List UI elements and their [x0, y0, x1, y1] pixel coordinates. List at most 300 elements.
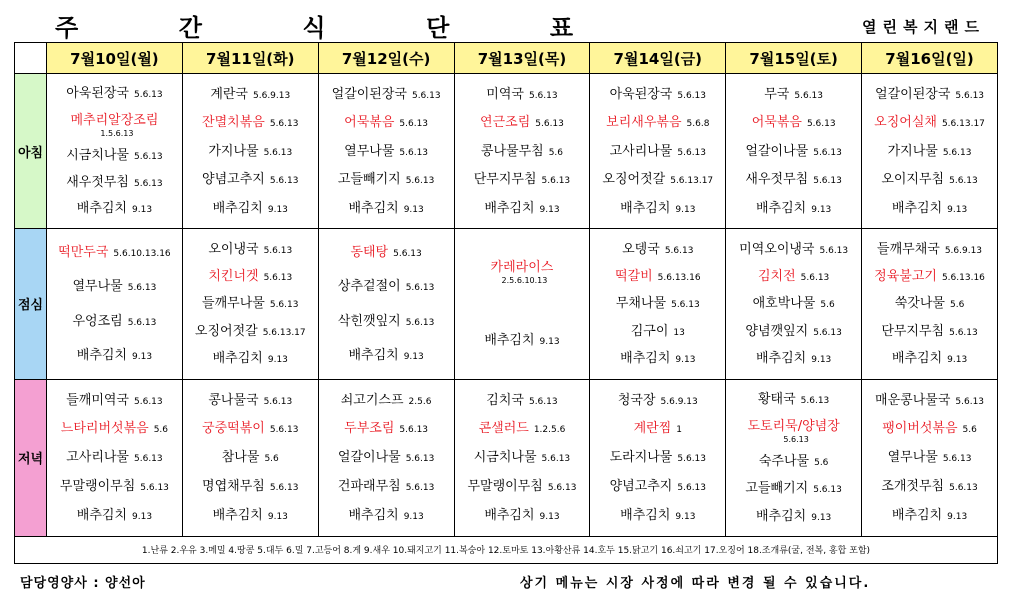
allergy-codes: 5.6.13	[955, 396, 985, 407]
menu-item	[728, 507, 859, 526]
allergy-codes: 5.6.13	[800, 395, 830, 406]
allergy-codes: 5.6.13	[127, 283, 157, 294]
dish-name: 배추김치	[348, 347, 399, 363]
menu-item	[49, 346, 180, 365]
allergy-codes: 5.6	[548, 147, 564, 158]
menu-item	[49, 173, 180, 192]
menu-item	[49, 448, 180, 467]
menu-item-list	[862, 380, 997, 536]
dish-name: 고사리나물	[609, 143, 673, 159]
menu-item	[864, 506, 995, 525]
menu-item-list	[183, 380, 318, 536]
allergy-legend: 1.난류 2.우유 3.메밀 4.땅콩 5.대두 6.밀 7.고등어 8.게 9.새우 10.돼지고기 11.복숭아 12.토마토 13.아황산류 14.호두 15.닭고기 16.쇠고기 17.오징어 18.조개류(굴, 전복, 홍합 포함)	[15, 536, 998, 563]
dish-name: 가지나물	[208, 143, 259, 159]
dish-name: 새우젓무침	[745, 172, 809, 188]
allergy-codes: 9.13	[132, 351, 153, 362]
menu-item	[864, 349, 995, 368]
dish-name: 배추김치	[891, 351, 943, 367]
dish-name: 도토리묵/양념장	[747, 418, 840, 434]
menu-item-list	[319, 380, 454, 536]
allergy-codes: 5.6.13	[664, 245, 694, 256]
allergy-codes: 5.6.13	[942, 147, 972, 158]
menu-item-list	[319, 74, 454, 228]
dish-name: 쇠고기스프	[340, 392, 404, 408]
menu-item-list	[726, 380, 861, 536]
allergy-codes: 2.5.6.10.13	[501, 276, 548, 286]
menu-item	[728, 170, 859, 189]
allergy-codes: 5.6.13	[541, 176, 571, 187]
menu-item	[592, 448, 723, 467]
allergy-codes: 9.13	[675, 511, 696, 522]
menu-item	[321, 113, 452, 132]
menu-cell	[862, 229, 998, 379]
allergy-codes: 1	[676, 425, 682, 436]
allergy-codes: 9.13	[403, 204, 424, 215]
dish-name: 동태탕	[350, 244, 389, 260]
menu-item	[728, 113, 859, 132]
menu-item	[49, 391, 180, 410]
menu-cell	[318, 229, 454, 379]
menu-item	[321, 419, 452, 438]
menu-item	[49, 477, 180, 496]
dish-name: 떡만두국	[58, 244, 109, 260]
menu-item	[864, 267, 995, 286]
allergy-codes: 5.6.13	[269, 300, 299, 311]
menu-item-list	[47, 229, 182, 378]
day-header: 7월15일(토)	[726, 43, 862, 74]
allergy-codes: 5.6.13.16	[941, 272, 985, 283]
menu-item	[457, 142, 588, 161]
menu-item	[457, 477, 588, 496]
menu-item	[457, 331, 588, 350]
menu-item	[457, 506, 588, 525]
menu-item	[321, 477, 452, 496]
allergy-legend-row	[15, 536, 998, 563]
menu-cell	[726, 379, 862, 536]
dish-name: 김치전	[757, 268, 796, 284]
dish-name: 참나물	[221, 450, 260, 466]
dish-name: 계란찜	[633, 421, 672, 437]
allergy-codes: 5.6.13.17	[941, 119, 985, 130]
menu-item-list	[455, 229, 590, 378]
menu-item	[592, 477, 723, 496]
allergy-codes: 9.13	[947, 355, 968, 366]
menu-item	[185, 113, 316, 132]
allergy-codes: 5.6.13	[263, 272, 293, 283]
allergy-codes: 9.13	[811, 512, 832, 523]
page-title	[55, 8, 575, 42]
allergy-codes: 5.6.13	[541, 454, 571, 465]
menu-item-list	[590, 229, 725, 378]
menu-item	[321, 346, 452, 365]
dish-name: 얼갈이된장국	[331, 86, 407, 102]
dish-name: 배추김치	[348, 200, 399, 216]
menu-item	[728, 479, 859, 498]
menu-item	[49, 111, 180, 138]
dish-name: 들깨무나물	[202, 296, 265, 312]
allergy-codes: 5.6.13	[393, 248, 422, 259]
allergy-codes: 13	[673, 327, 685, 338]
menu-item	[728, 199, 859, 218]
dish-name: 배추김치	[620, 507, 671, 523]
menu-item-list	[726, 229, 861, 378]
menu-cell	[47, 379, 183, 536]
dish-name: 열무나물	[72, 279, 123, 295]
title-char: 단	[426, 13, 452, 42]
allergy-codes: 5.6.13	[134, 89, 163, 100]
menu-item	[185, 349, 316, 368]
allergy-codes: 9.13	[811, 355, 832, 366]
allergy-codes: 5.6.13	[405, 283, 435, 294]
dish-name: 정육불고기	[874, 268, 937, 284]
menu-item	[49, 506, 180, 525]
menu-item	[321, 312, 452, 331]
menu-item	[728, 142, 859, 161]
dish-name: 양념깻잎지	[745, 323, 809, 339]
dish-name: 새우젓무침	[66, 174, 129, 190]
meal-label: 점심	[15, 229, 47, 379]
menu-item	[185, 506, 316, 525]
menu-cell	[862, 74, 998, 229]
dish-name: 배추김치	[891, 507, 943, 523]
menu-item	[185, 142, 316, 161]
allergy-codes: 5.6.13	[528, 396, 558, 407]
dish-name: 미역오이냉국	[739, 241, 815, 257]
day-header: 7월11일(화)	[182, 43, 318, 74]
dish-name: 얼갈이나물	[745, 143, 809, 159]
allergy-codes: 5.6.13	[263, 147, 293, 158]
dish-name: 시금치나물	[473, 450, 537, 466]
menu-cell	[454, 74, 590, 229]
allergy-codes: 5.6.13	[819, 245, 849, 256]
allergy-codes: 5.6.13	[677, 483, 707, 494]
allergy-codes: 5.6	[153, 425, 169, 436]
allergy-codes: 9.13	[267, 204, 288, 215]
dish-name: 잔멸치볶음	[202, 115, 265, 131]
dish-name: 매운콩나물국	[875, 392, 951, 408]
menu-item	[321, 277, 452, 296]
menu-item	[864, 85, 995, 104]
menu-item	[592, 170, 723, 189]
menu-item-list	[183, 74, 318, 228]
allergy-codes: 9.13	[403, 351, 424, 362]
dish-name: 오징어젓갈	[194, 323, 258, 339]
menu-item	[592, 349, 723, 368]
menu-item	[321, 170, 452, 189]
menu-item	[321, 391, 452, 410]
menu-cell	[726, 229, 862, 379]
dish-name: 애호박나물	[752, 296, 816, 312]
allergy-codes: 5.6.13	[405, 317, 435, 328]
allergy-codes: 5.6.13	[405, 454, 435, 465]
allergy-codes: 5.6.13	[677, 147, 707, 158]
menu-item	[185, 170, 316, 189]
menu-item	[864, 199, 995, 218]
allergy-codes: 5.6.13	[677, 90, 707, 101]
allergy-codes: 5.6.13	[813, 327, 842, 338]
allergy-codes: 5.6.13	[405, 483, 435, 494]
dish-name: 숙주나물	[758, 454, 810, 470]
allergy-codes: 5.6.13	[535, 119, 564, 130]
allergy-codes: 5.6.13	[949, 483, 978, 494]
allergy-codes: 1.5.6.13	[100, 128, 134, 138]
allergy-codes: 5.6.13	[671, 300, 700, 311]
menu-cell	[318, 74, 454, 229]
day-header: 7월13일(목)	[454, 43, 590, 74]
menu-item	[728, 349, 859, 368]
menu-item-list	[862, 229, 997, 378]
day-header: 7월14일(금)	[590, 43, 726, 74]
dish-name: 얼갈이된장국	[875, 86, 951, 102]
dish-name: 메추리알장조림	[70, 112, 159, 128]
dish-name: 삭힌깻잎지	[337, 313, 401, 329]
menu-item-list	[455, 74, 590, 228]
allergy-codes: 5.6.13	[134, 396, 163, 407]
allergy-codes: 9.13	[132, 511, 153, 522]
dish-name: 두부조림	[344, 421, 395, 437]
allergy-codes: 5.6.13	[800, 272, 830, 283]
menu-item	[728, 417, 859, 444]
menu-item-list	[862, 74, 997, 228]
allergy-codes: 9.13	[267, 511, 288, 522]
dish-name: 배추김치	[620, 200, 671, 216]
dish-name: 팽이버섯볶음	[882, 421, 958, 437]
dish-name: 얼갈이나물	[337, 450, 401, 466]
dish-name: 도라지나물	[609, 450, 673, 466]
menu-item	[457, 85, 588, 104]
menu-item	[864, 142, 995, 161]
menu-item	[185, 391, 316, 410]
dish-name: 아욱된장국	[609, 86, 673, 102]
allergy-codes: 9.13	[947, 511, 968, 522]
menu-item	[321, 85, 452, 104]
menu-item	[457, 448, 588, 467]
dish-name: 오징어실채	[874, 115, 937, 131]
title-char: 주	[55, 13, 81, 42]
menu-item	[49, 243, 180, 262]
dish-name: 시금치나물	[66, 147, 129, 163]
menu-item	[864, 294, 995, 313]
dish-name: 배추김치	[212, 200, 263, 216]
meal-row	[15, 229, 998, 379]
menu-item	[864, 322, 995, 341]
meal-label: 아침	[15, 74, 47, 229]
dish-name: 들깨미역국	[66, 392, 129, 408]
allergy-codes: 5.6.13	[405, 176, 435, 187]
menu-item	[49, 146, 180, 165]
menu-item-list	[590, 74, 725, 228]
dish-name: 배추김치	[76, 507, 128, 523]
menu-item	[592, 199, 723, 218]
menu-item-list	[183, 229, 318, 378]
menu-item	[592, 506, 723, 525]
allergy-codes: 5.6.13.17	[262, 327, 306, 338]
change-notice: 상기 메뉴는 시장 사정에 따라 변경 될 수 있습니다.	[520, 576, 871, 591]
dish-name: 고들빼기지	[337, 172, 401, 188]
dish-name: 황태국	[757, 391, 796, 407]
menu-item	[728, 294, 859, 313]
allergy-codes: 5.6.10.13.16	[113, 248, 171, 259]
meal-label: 저녁	[15, 379, 47, 536]
dish-name: 계란국	[210, 86, 248, 102]
allergy-codes: 5.6	[949, 300, 965, 311]
dish-name: 오이냉국	[208, 241, 259, 257]
dish-name: 콩나물국	[208, 392, 259, 408]
dish-name: 배추김치	[756, 200, 807, 216]
allergy-codes: 9.13	[539, 511, 560, 522]
allergy-codes: 5.6.13.17	[670, 176, 714, 187]
allergy-codes: 5.6.13	[806, 119, 836, 130]
menu-item	[185, 448, 316, 467]
allergy-codes: 5.6.13	[263, 245, 293, 256]
dish-name: 배추김치	[484, 200, 535, 216]
allergy-codes: 5.6.13	[399, 425, 429, 436]
dietitian-name: 담당영양사 : 양선아	[20, 576, 146, 591]
menu-item	[457, 391, 588, 410]
allergy-codes: 5.6.13	[134, 454, 163, 465]
allergy-codes: 5.6.9.13	[660, 396, 698, 407]
menu-item	[592, 294, 723, 313]
menu-item	[728, 452, 859, 471]
dish-name: 배추김치	[620, 351, 671, 367]
dish-name: 건파래무침	[337, 479, 401, 495]
dish-name: 떡갈비	[614, 268, 653, 284]
menu-cell	[47, 74, 183, 229]
dish-name: 미역국	[486, 86, 524, 102]
dish-name: 오뎅국	[622, 241, 660, 257]
allergy-codes: 5.6.13	[677, 454, 707, 465]
menu-item	[864, 419, 995, 438]
menu-item	[864, 240, 995, 259]
dish-name: 배추김치	[76, 201, 128, 217]
menu-item-list	[590, 380, 725, 536]
dish-name: 치킨너겟	[208, 268, 259, 284]
dish-name: 명엽채무침	[202, 479, 265, 495]
dish-name: 양념고추지	[609, 479, 673, 495]
allergy-codes: 2.5.6	[408, 396, 432, 407]
dish-name: 느타리버섯볶음	[60, 421, 149, 437]
dish-name: 단무지무침	[881, 323, 945, 339]
allergy-codes: 5.6.13	[263, 396, 293, 407]
menu-item	[728, 267, 859, 286]
menu-item	[592, 419, 723, 438]
dish-name: 배추김치	[484, 507, 535, 523]
allergy-codes: 9.13	[675, 204, 696, 215]
day-header: 7월16일(일)	[862, 43, 998, 74]
allergy-codes: 9.13	[947, 204, 968, 215]
menu-item-list	[455, 380, 590, 536]
allergy-codes: 5.6.13	[794, 90, 824, 101]
dish-name: 무채나물	[615, 296, 667, 312]
menu-cell	[182, 379, 318, 536]
menu-item	[321, 506, 452, 525]
dish-name: 열무나물	[887, 450, 938, 466]
dish-name: 카레라이스	[490, 260, 554, 276]
dish-name: 들깨무채국	[877, 241, 940, 257]
allergy-codes: 5.6.13	[140, 483, 169, 494]
organization-name: 열린복지랜드	[862, 18, 985, 36]
menu-item	[864, 448, 995, 467]
menu-item-list	[47, 380, 182, 536]
dish-name: 어묵볶음	[751, 115, 802, 131]
allergy-codes: 5.6.9.13	[253, 90, 291, 101]
dish-name: 우엉조림	[72, 313, 123, 329]
dish-name: 양념고추지	[202, 172, 265, 188]
menu-item	[457, 113, 588, 132]
menu-cell	[590, 229, 726, 379]
menu-item	[185, 477, 316, 496]
menu-item	[185, 294, 316, 313]
dish-name: 배추김치	[76, 347, 128, 363]
dish-name: 김구이	[630, 323, 669, 339]
menu-item	[321, 142, 452, 161]
allergy-codes: 5.6.13	[547, 483, 577, 494]
allergy-codes: 5.6.13	[134, 151, 163, 162]
menu-item	[592, 322, 723, 341]
allergy-codes: 5.6	[820, 300, 835, 311]
menu-cell	[590, 74, 726, 229]
menu-cell	[454, 379, 590, 536]
menu-item	[457, 419, 588, 438]
dish-name: 연근조림	[480, 115, 531, 131]
dish-name: 무말랭이무침	[467, 479, 543, 495]
menu-item	[321, 448, 452, 467]
allergy-codes: 5.6.13	[813, 176, 842, 187]
dish-name: 어묵볶음	[344, 115, 395, 131]
meal-row	[15, 379, 998, 536]
allergy-codes: 5.6	[264, 454, 279, 465]
allergy-codes: 9.13	[675, 355, 696, 366]
allergy-codes: 9.13	[132, 205, 153, 216]
allergy-codes: 5.6.13	[399, 147, 429, 158]
allergy-codes: 5.6.13	[399, 119, 429, 130]
menu-item	[864, 170, 995, 189]
allergy-codes: 5.6.13	[942, 454, 972, 465]
allergy-codes: 5.6.13	[783, 434, 809, 444]
allergy-codes: 5.6.13	[411, 90, 441, 101]
allergy-codes: 5.6.13	[955, 90, 985, 101]
allergy-codes: 5.6.13	[134, 178, 163, 189]
dish-name: 무말랭이무침	[59, 479, 136, 495]
menu-item	[321, 199, 452, 218]
allergy-codes: 5.6.13	[269, 119, 299, 130]
menu-item	[728, 240, 859, 259]
allergy-codes: 5.6.13	[813, 485, 842, 496]
allergy-codes: 5.6.13	[269, 176, 299, 187]
title-char: 표	[549, 13, 575, 42]
menu-item-list	[47, 74, 182, 228]
menu-item	[592, 142, 723, 161]
day-header: 7월12일(수)	[318, 43, 454, 74]
allergy-codes: 5.6	[962, 425, 977, 436]
menu-item	[49, 419, 180, 438]
menu-item-list	[726, 74, 861, 228]
menu-item	[49, 277, 180, 296]
menu-item	[728, 390, 859, 409]
allergy-codes: 5.6.13	[269, 483, 299, 494]
allergy-codes: 5.6.13	[528, 90, 558, 101]
allergy-codes: 9.13	[539, 204, 560, 215]
allergy-codes: 9.13	[267, 355, 288, 366]
menu-item	[864, 113, 995, 132]
menu-cell	[590, 379, 726, 536]
day-header-row	[15, 43, 998, 74]
menu-item	[185, 322, 316, 341]
allergy-codes: 5.6.13	[949, 176, 978, 187]
dish-name: 조개젓무침	[881, 479, 945, 495]
dish-name: 궁중떡볶이	[202, 421, 265, 437]
dish-name: 상추겉절이	[337, 279, 401, 295]
